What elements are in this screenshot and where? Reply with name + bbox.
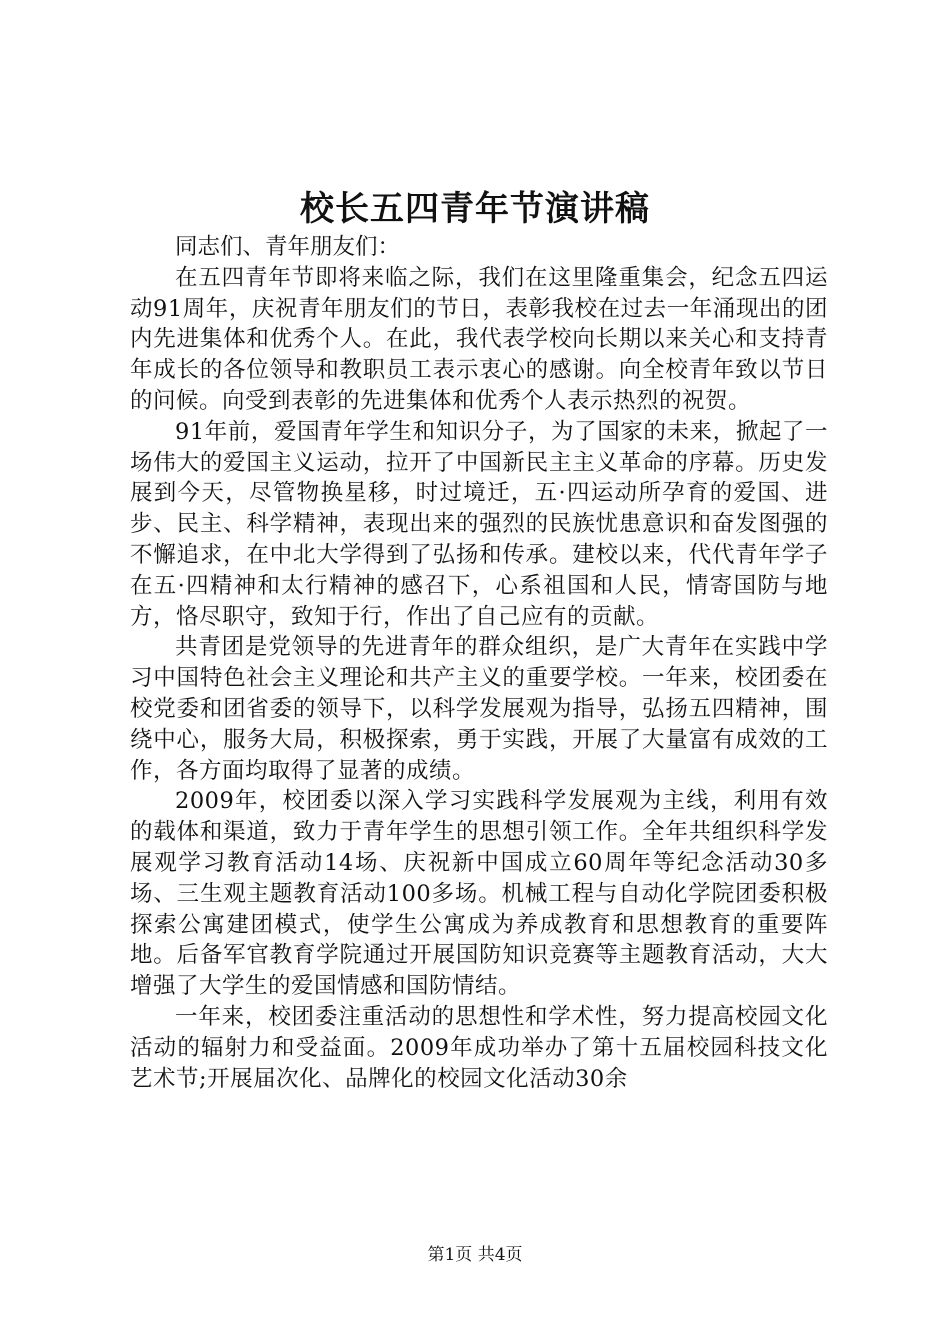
- paragraph-3: 共青团是党领导的先进青年的群众组织，是广大青年在实践中学习中国特色社会主义理论和共产主义的重要学校。一年来，校团委在校党委和团省委的领导下，以科学发展观为指导，弘扬五四精神，围绕中心，服务大局，积极探索，勇于实践，开展了大量富有成效的工作，各方面均取得了显著的成绩。: [130, 634, 828, 784]
- paragraph-1: 在五四青年节即将来临之际，我们在这里隆重集会，纪念五四运动91周年，庆祝青年朋友们的节日，表彰我校在过去一年涌现出的团内先进集体和优秀个人。在此，我代表学校向长期以来关心和支持青年成长的各位领导和教职员工表示衷心的感谢。向全校青年致以节日的问候。向受到表彰的先进集体和优秀个人表示热烈的祝贺。: [130, 264, 828, 414]
- paragraph-4: 2009年，校团委以深入学习实践科学发展观为主线，利用有效的载体和渠道，致力于青年学生的思想引领工作。全年共组织科学发展观学习教育活动14场、庆祝新中国成立60周年等纪念活动30多场、三生观主题教育活动100多场。机械工程与自动化学院团委积极探索公寓建团模式，使学生公寓成为养成教育和思想教育的重要阵地。后备军官教育学院通过开展国防知识竞赛等主题教育活动，大大增强了大学生的爱国情感和国防情结。: [130, 788, 828, 1000]
- page-footer: 第1页 共4页: [427, 1245, 523, 1265]
- salutation: 同志们、青年朋友们：: [175, 234, 401, 260]
- paragraph-5: 一年来，校团委注重活动的思想性和学术性，努力提高校园文化活动的辐射力和受益面。2009年成功举办了第十五届校园科技文化艺术节;开展届次化、品牌化的校园文化活动30余: [130, 1003, 828, 1092]
- document-body: [130, 232, 828, 1094]
- paragraph-2: 91年前，爱国青年学生和知识分子，为了国家的未来，掀起了一场伟大的爱国主义运动，拉开了中国新民主主义革命的序幕。历史发展到今天，尽管物换星移，时过境迁，五·四运动所孕育的爱国、进步、民主、科学精神，表现出来的强烈的民族忧患意识和奋发图强的不懈追求，在中北大学得到了弘扬和传承。建校以来，代代青年学子在五·四精神和太行精神的感召下，心系祖国和人民，情寄国防与地方，恪尽职守，致知于行，作出了自己应有的贡献。: [130, 418, 828, 630]
- document-title: 校长五四青年节演讲稿: [300, 189, 650, 229]
